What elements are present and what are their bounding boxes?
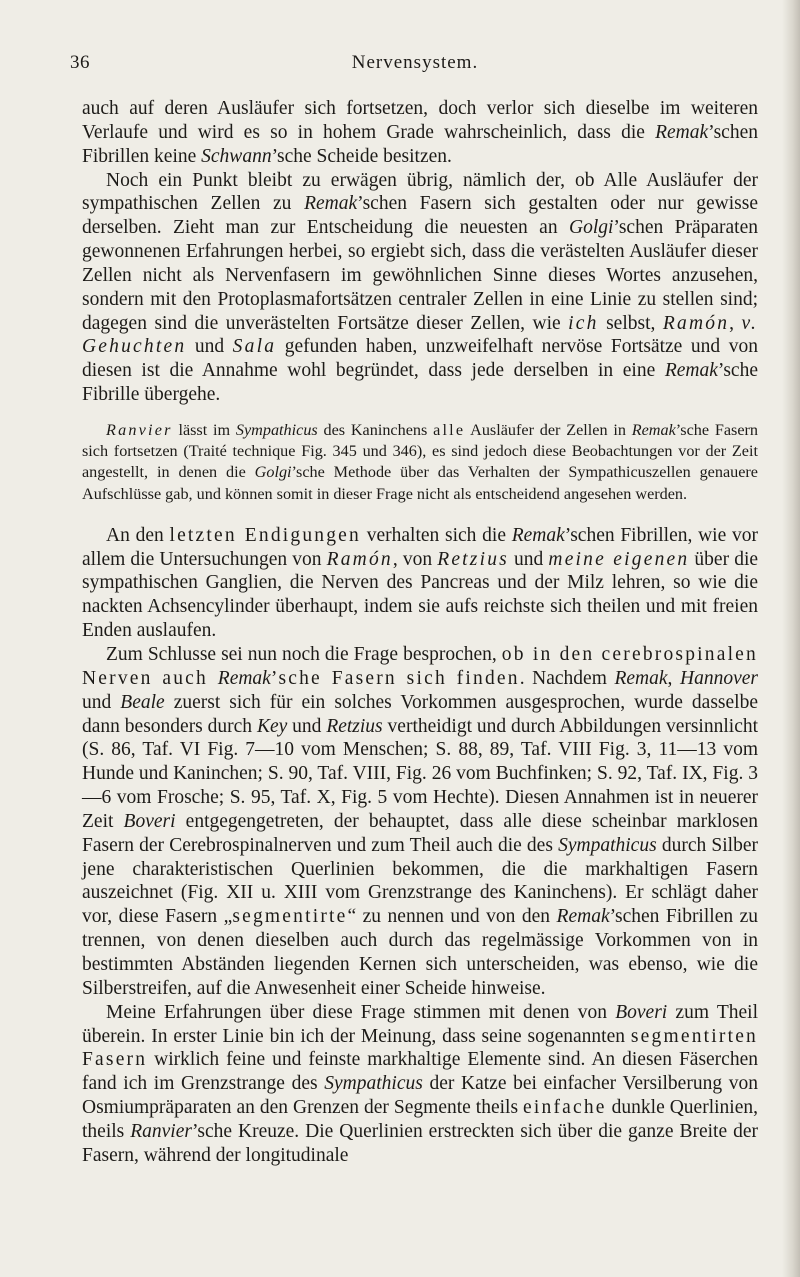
- page-header: [70, 52, 760, 80]
- page-edge-shadow: [782, 0, 800, 1277]
- paragraph-5: Meine Erfahrungen über diese Frage stimmen mit denen von Boveri zum Theil überein. In erster Linie bin ich der Meinung, dass seine sogenannten segmentirten Fasern wirklich feine und feinste markhaltige Elemente sind. An diesen Fäserchen fand ich im Grenzstrange des Sympathicus der Katze bei einfacher Versilberung von Osmiumpräparaten an den Grenzen der Segmente theils einfache dunkle Querlinien, theils Ranvier’sche Kreuze. Die Querlinien erstreckten sich über die ganze Breite der Fasern, während der longitudinale: [82, 1001, 758, 1166]
- page-body: [82, 97, 758, 1168]
- paragraph-1: auch auf deren Ausläufer sich fortsetzen, doch verlor sich dieselbe im weiteren Verlaufe und wird es so in hohem Grade wahrscheinlich, dass die Remak’schen Fibrillen keine Schwann’sche Scheide besitzen.: [82, 98, 758, 167]
- paragraph-4: Zum Schlusse sei nun noch die Frage besprochen, ob in den cerebrospinalen Nerven auch Remak’sche Fasern sich finden. Nachdem Remak, Hannover und Beale zuerst sich für ein solches Vorkommen ausgesprochen, wurde dasselbe dann besonders durch Key und Retzius vertheidigt und durch Abbildungen versinnlicht (S. 86, Taf. VI Fig. 7—10 vom Menschen; S. 88, 89, Taf. VIII Fig. 3, 11—13 vom Hunde und Kaninchen; S. 90, Taf. VIII, Fig. 26 vom Buchfinken; S. 92, Taf. IX, Fig. 3—6 vom Frosche; S. 95, Taf. X, Fig. 5 vom Hechte). Diesen Annahmen ist in neuerer Zeit Boveri entgegengetreten, der behauptet, dass alle diese scheinbar marklosen Fasern der Cerebrospinalnerven und zum Theil auch die des Sympathicus durch Silber jene charakteristischen Querlinien bekommen, die die markhaltigen Fasern auszeichnet (Fig. XII u. XIII vom Grenzstrange des Kaninchens). Er schlägt daher vor, diese Fasern „segmentirte“ zu nennen und von den Remak’schen Fibrillen zu trennen, von denen dieselben auch durch das regelmässige Vorkommen von in bestimmten Abständen liegenden Kernen sich unterscheiden, was ebenso, wie die Silberstreifen, auf die Anwesenheit einer Scheide hinweise.: [82, 644, 759, 999]
- running-title: Nervensystem.: [351, 52, 479, 73]
- footnote-paragraph: Ranvier lässt im Sympathicus des Kaninchens alle Ausläufer der Zellen in Remak’sche Fasern sich fortsetzen (Traité technique Fig. 345 und 346), es sind jedoch diese Beobachtungen vor der Zeit angestellt, in denen die Golgi’sche Methode über das Verhalten der Sympathicuszellen genauere Aufschlüsse gab, und können somit in dieser Frage nicht als entscheidend angesehen werden.: [82, 420, 758, 503]
- page-number: 36: [70, 52, 90, 73]
- paragraph-3: An den letzten Endigungen verhalten sich die Remak’schen Fibrillen, wie vor allem die Untersuchungen von Ramón, von Retzius und meine eigenen über die sympathischen Ganglien, die Nerven des Pancreas und der Milz lehren, so wie die nackten Achsencylinder überhaupt, indem sie aufs reichste sich theilen und mit freien Enden auslaufen.: [82, 524, 759, 642]
- paragraph-2: Noch ein Punkt bleibt zu erwägen übrig, nämlich der, ob Alle Ausläufer der sympathischen Zellen zu Remak’schen Fasern sich gestalten oder nur gewisse derselben. Zieht man zur Entscheidung die neuesten an Golgi’schen Präparaten gewonnenen Erfahrungen herbei, so ergiebt sich, dass die verästelten Ausläufer dieser Zellen nicht als Nervenfasern im gewöhnlichen Sinne dieses Wortes anzusehen, sondern mit den Protoplasmafortsätzen centraler Zellen in eine Linie zu stellen sind; dagegen sind die unverästelten Fortsätze dieser Zellen, wie ich selbst, Ramón, v. Gehuchten und Sala gefunden haben, unzweifelhaft nervöse Fortsätze und von diesen ist die Annahme wohl begründet, dass jede derselben in eine Remak’sche Fibrille übergehe.: [82, 169, 759, 406]
